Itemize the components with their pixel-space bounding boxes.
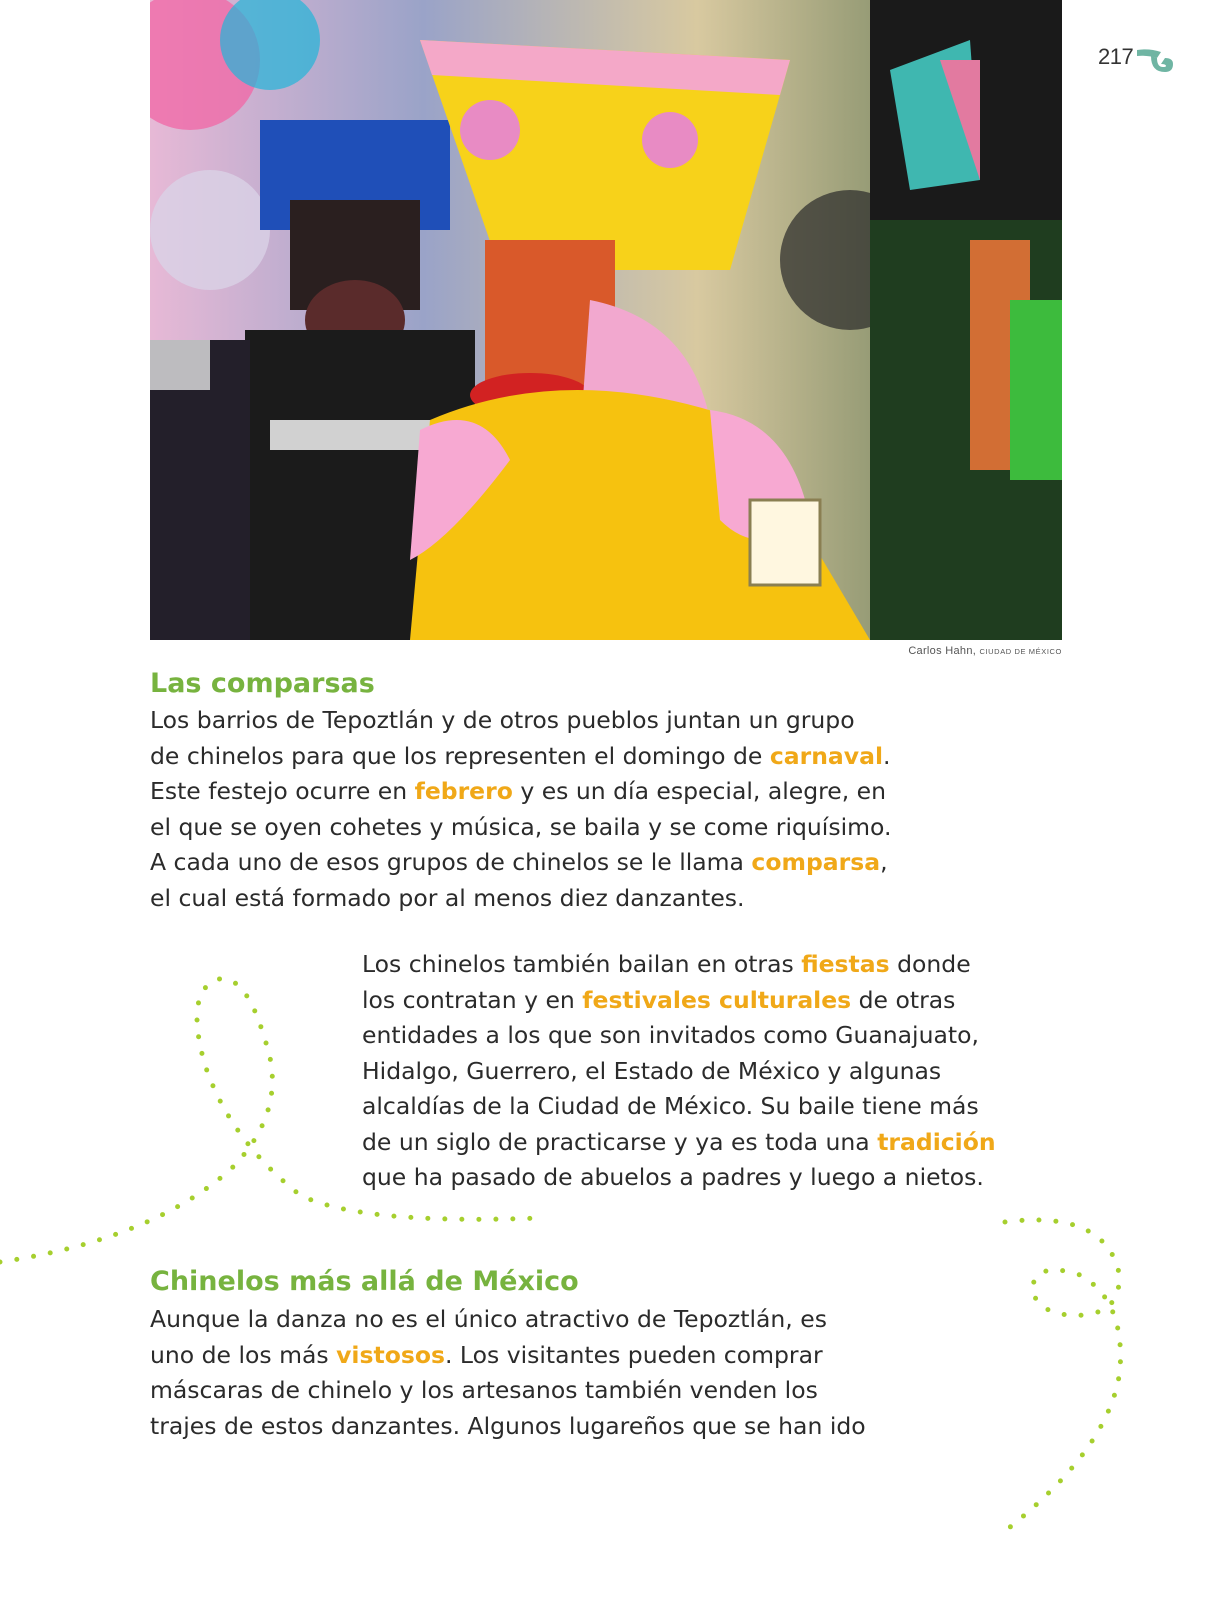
text-run: A cada uno de esos grupos de chinelos se le llama (150, 848, 752, 876)
paragraph-fiestas (362, 947, 996, 1196)
text-line (150, 845, 891, 881)
text-run: . (883, 741, 891, 770)
text-run: Los barrios de Tepoztlán y de otros pueblos juntan un grupo (150, 706, 855, 734)
glossary-term: festivales culturales (582, 985, 852, 1014)
credit-name: Carlos Hahn, (908, 645, 977, 657)
glossary-term: fiestas (801, 950, 890, 978)
text-line (150, 1338, 866, 1374)
text-run: de chinelos para que los representen el domingo de (150, 741, 770, 770)
text-line (362, 1054, 996, 1090)
heading-las-comparsas: Las comparsas (150, 668, 375, 699)
text-line (150, 703, 891, 739)
text-run: . Los visitantes pueden comprar (444, 1340, 823, 1369)
credit-place: CIUDAD DE MÉXICO (979, 647, 1062, 656)
text-line (150, 1302, 866, 1338)
glossary-term: carnaval (769, 741, 884, 770)
text-run: los contratan y en (362, 985, 583, 1014)
text-line (362, 1018, 996, 1054)
book-logo-icon (1135, 46, 1175, 78)
text-run: uno de los más (150, 1340, 337, 1369)
text-run: Este festejo ocurre en (150, 777, 415, 805)
text-run: de un siglo de practicarse y ya es toda una (362, 1127, 878, 1156)
heading-chinelos-mas-alla: Chinelos más allá de México (150, 1266, 579, 1297)
text-run: Los chinelos también bailan en otras (362, 950, 802, 978)
text-line (150, 1409, 866, 1445)
text-run: alcaldías de la Ciudad de México. Su baile tiene más (362, 1092, 979, 1120)
text-line (150, 1373, 866, 1409)
glossary-term: tradición (877, 1127, 996, 1156)
page-number: 217 (1098, 44, 1134, 69)
text-line (362, 983, 996, 1019)
text-line (150, 810, 891, 846)
text-line (150, 739, 891, 775)
text-run: de otras (851, 985, 956, 1014)
text-line (150, 881, 891, 917)
glossary-term: vistosos (336, 1340, 445, 1369)
glossary-term: comparsa (751, 848, 881, 876)
text-run: máscaras de chinelo y los artesanos también venden los (150, 1376, 818, 1404)
text-line (362, 1125, 996, 1161)
text-run: el que se oyen cohetes y música, se baila y se come riquísimo. (150, 812, 892, 841)
text-run: donde (889, 950, 971, 978)
text-run: Aunque la danza no es el único atractivo de Tepoztlán, es (150, 1305, 827, 1333)
chinelos-photo (150, 0, 1062, 640)
text-run: y es un día especial, alegre, en (512, 777, 887, 805)
paragraph-mas-alla (150, 1302, 866, 1444)
text-line (362, 1089, 996, 1125)
photo-credit (908, 645, 1062, 657)
text-run: que ha pasado de abuelos a padres y luego a nietos. (362, 1163, 984, 1191)
text-line (362, 947, 996, 983)
text-line (362, 1160, 996, 1196)
text-run: trajes de estos danzantes. Algunos lugareños que se han ido (150, 1411, 866, 1440)
glossary-term: febrero (414, 777, 513, 805)
text-run: entidades a los que son invitados como Guanajuato, (362, 1021, 979, 1049)
text-line (150, 774, 891, 810)
text-run: el cual está formado por al menos diez danzantes. (150, 883, 745, 912)
text-run: Hidalgo, Guerrero, el Estado de México y algunas (362, 1056, 942, 1085)
paragraph-comparsas (150, 703, 891, 916)
text-run: , (880, 848, 888, 876)
